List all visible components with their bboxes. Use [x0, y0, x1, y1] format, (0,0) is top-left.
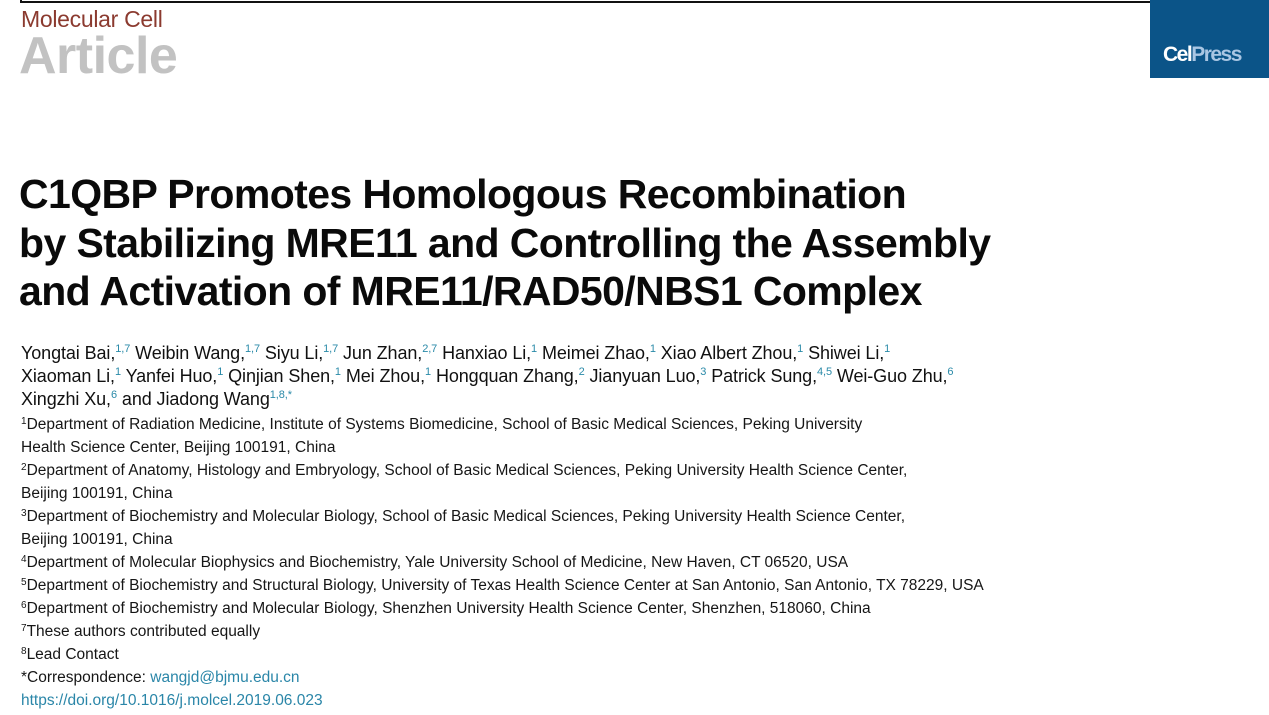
title-line: by Stabilizing MRE11 and Controlling the Assembly	[19, 219, 991, 266]
author-affiliation-marker[interactable]: 6	[110, 389, 117, 401]
affiliation-text: Department of Biochemistry and Molecular Biology, School of Basic Medical Sciences, Peking University Health Science Center,	[26, 508, 906, 525]
publisher-logo	[1150, 0, 1269, 78]
author-affiliation-marker[interactable]: 1,8,*	[269, 389, 292, 401]
affiliation-text: Beijing 100191, China	[21, 531, 173, 548]
title-line: C1QBP Promotes Homologous Recombination	[19, 171, 907, 217]
correspondence-label: *Correspondence:	[21, 669, 151, 686]
affiliation-line	[21, 482, 1171, 505]
author-name: Hongquan Zhang,	[435, 366, 579, 386]
author-affiliation-marker[interactable]: 1	[114, 366, 121, 378]
affiliation-line	[21, 551, 1171, 574]
affiliation-text: Department of Anatomy, Histology and Embryology, School of Basic Medical Sciences, Peking University Health Science Center,	[26, 462, 908, 479]
author-affiliation-marker[interactable]: 1,7	[115, 343, 131, 355]
author-name: Xingzhi Xu,	[21, 389, 111, 409]
author-name: Weibin Wang,	[135, 343, 245, 363]
author-name: Qinjian Shen,	[228, 366, 335, 386]
author-affiliation-marker[interactable]: 2	[578, 366, 585, 378]
author-affiliation-marker[interactable]: 4,5	[817, 366, 832, 378]
author-name: Jianyuan Luo,	[589, 366, 701, 386]
author-line	[21, 365, 1161, 388]
affiliation-list	[21, 413, 1171, 712]
affiliation-line	[21, 459, 1171, 482]
author-line	[21, 388, 1161, 411]
affiliation-text: Department of Radiation Medicine, Institute of Systems Biomedicine, School of Basic Medical Sciences, Peking University	[26, 416, 863, 433]
affiliation-text: Beijing 100191, China	[21, 485, 173, 502]
author-affiliation-marker[interactable]: 1	[797, 343, 804, 355]
author-affiliation-marker[interactable]: 2,7	[422, 343, 438, 355]
article-type-label: Article	[19, 27, 178, 85]
affiliation-text: Health Science Center, Beijing 100191, China	[21, 439, 336, 456]
author-name: Xiaoman Li,	[21, 366, 115, 386]
affiliation-number: 4	[21, 554, 27, 565]
top-frame-border	[20, 0, 1152, 3]
affiliation-number: 6	[21, 600, 27, 611]
title-line: and Activation of MRE11/RAD50/NBS1 Complex	[19, 268, 922, 314]
author-name: Yanfei Huo,	[125, 366, 218, 386]
author-affiliation-marker[interactable]: 1	[884, 343, 891, 355]
affiliation-text: These authors contributed equally	[26, 623, 261, 640]
affiliation-number: 2	[21, 462, 27, 473]
author-affiliation-marker[interactable]: 3	[700, 366, 707, 378]
author-name: Siyu Li,	[264, 343, 324, 363]
author-list	[21, 342, 1161, 411]
affiliation-line	[21, 643, 1171, 666]
affiliation-line	[21, 436, 1171, 459]
affiliation-number: 5	[21, 577, 27, 588]
author-affiliation-marker[interactable]: 1	[425, 366, 432, 378]
doi-link[interactable]: https://doi.org/10.1016/j.molcel.2019.06.023	[21, 692, 323, 709]
affiliation-number: 8	[21, 646, 27, 657]
affiliation-line	[21, 574, 1171, 597]
author-affiliation-marker[interactable]: 1,7	[244, 343, 260, 355]
author-name: Yongtai Bai,	[21, 343, 116, 363]
author-affiliation-marker[interactable]: 1	[649, 343, 656, 355]
author-name: Shiwei Li,	[808, 343, 885, 363]
author-name: Jun Zhan,	[343, 343, 423, 363]
publisher-logo-cell: Cel	[1163, 43, 1192, 66]
affiliation-line	[21, 505, 1171, 528]
affiliation-number: 3	[21, 508, 27, 519]
affiliation-line	[21, 413, 1171, 436]
author-affiliation-marker[interactable]: 6	[947, 366, 954, 378]
affiliation-text: Department of Biochemistry and Molecular Biology, Shenzhen University Health Science Center, Shenzhen, 518060, China	[26, 600, 871, 617]
author-affiliation-marker[interactable]: 1	[334, 366, 341, 378]
author-name: Hanxiao Li,	[442, 343, 532, 363]
author-name: Meimei Zhao,	[541, 343, 650, 363]
affiliation-text: Department of Molecular Biophysics and Biochemistry, Yale University School of Medicine, New Haven, CT 06520, USA	[26, 554, 849, 571]
author-name: Xiao Albert Zhou,	[660, 343, 798, 363]
author-affiliation-marker[interactable]: 1,7	[323, 343, 339, 355]
journal-name: Molecular Cell	[21, 6, 163, 32]
article-title	[19, 170, 1139, 316]
affiliation-text: Lead Contact	[26, 646, 119, 663]
affiliation-text: Department of Biochemistry and Structural Biology, University of Texas Health Science Center at San Antonio, San Antonio, TX 78229, USA	[26, 577, 984, 594]
affiliation-line	[21, 597, 1171, 620]
author-name: Mei Zhou,	[345, 366, 425, 386]
affiliation-line	[21, 620, 1171, 643]
author-line	[21, 342, 1161, 365]
author-affiliation-marker[interactable]: 1	[531, 343, 538, 355]
author-name: and Jiadong Wang	[121, 389, 270, 409]
affiliation-number: 1	[21, 416, 27, 427]
correspondence-email-link[interactable]: wangjd@bjmu.edu.cn	[150, 669, 300, 686]
affiliation-line	[21, 528, 1171, 551]
correspondence-line	[21, 666, 1171, 689]
author-name: Wei-Guo Zhu,	[836, 366, 948, 386]
author-affiliation-marker[interactable]: 1	[217, 366, 224, 378]
affiliation-number: 7	[21, 623, 27, 634]
author-name: Patrick Sung,	[711, 366, 817, 386]
publisher-logo-press: Press	[1191, 43, 1241, 66]
